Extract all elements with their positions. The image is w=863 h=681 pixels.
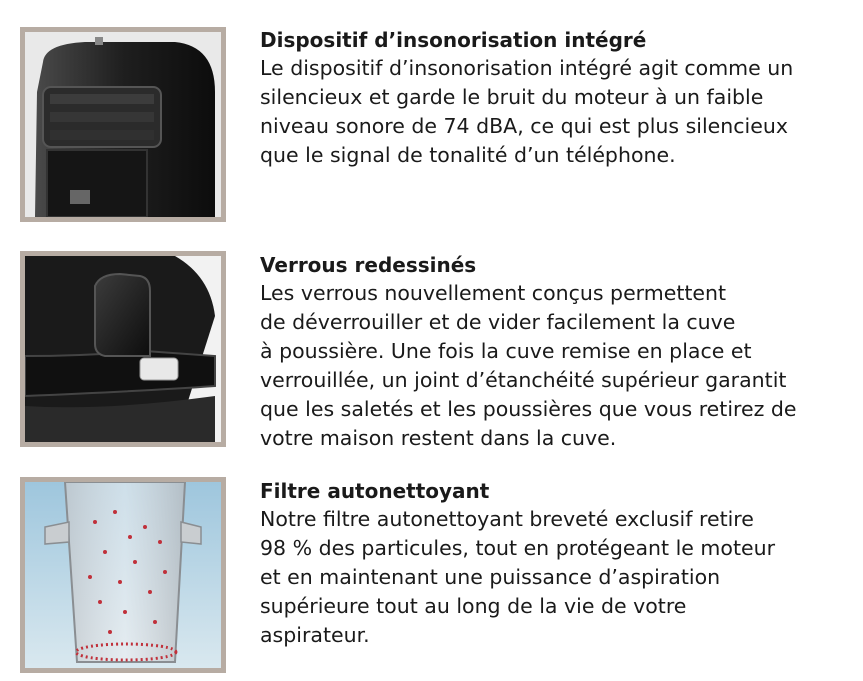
- soundproofing-text: [260, 26, 850, 170]
- feature-title: Filtre autonettoyant: [260, 479, 490, 503]
- latch-illustration: [25, 256, 221, 442]
- feature-line: Les verrous nouvellement conçus permettent: [260, 281, 727, 305]
- feature-line: supérieure tout au long de la vie de votre: [260, 594, 687, 618]
- feature-line: 98 % des particules, tout en protégeant le moteur: [260, 536, 776, 560]
- feature-line: votre maison restent dans la cuve.: [260, 426, 617, 450]
- soundproofing-photo: [20, 27, 226, 222]
- feature-line: silencieux et garde le bruit du moteur à un faible: [260, 85, 764, 109]
- latches-text: [260, 251, 850, 453]
- filter-photo: [20, 477, 226, 673]
- feature-line: verrouillée, un joint d’étanchéité supérieur garantit: [260, 368, 787, 392]
- feature-line: que le signal de tonalité d’un téléphone.: [260, 143, 676, 167]
- feature-line: que les saletés et les poussières que vous retirez de: [260, 397, 797, 421]
- feature-line: niveau sonore de 74 dBA, ce qui est plus silencieux: [260, 114, 788, 138]
- latches-photo: [20, 251, 226, 447]
- filter-illustration: [25, 482, 221, 668]
- feature-title: Dispositif d’insonorisation intégré: [260, 28, 647, 52]
- feature-title: Verrous redessinés: [260, 253, 477, 277]
- feature-line: et en maintenant une puissance d’aspiration: [260, 565, 721, 589]
- feature-line: Le dispositif d’insonorisation intégré agit comme un: [260, 56, 794, 80]
- motor-housing-illustration: [25, 32, 221, 217]
- feature-line: aspirateur.: [260, 623, 370, 647]
- feature-line: à poussière. Une fois la cuve remise en place et: [260, 339, 752, 363]
- feature-line: de déverrouiller et de vider facilement la cuve: [260, 310, 736, 334]
- filter-text: [260, 477, 850, 650]
- feature-line: Notre filtre autonettoyant breveté exclusif retire: [260, 507, 754, 531]
